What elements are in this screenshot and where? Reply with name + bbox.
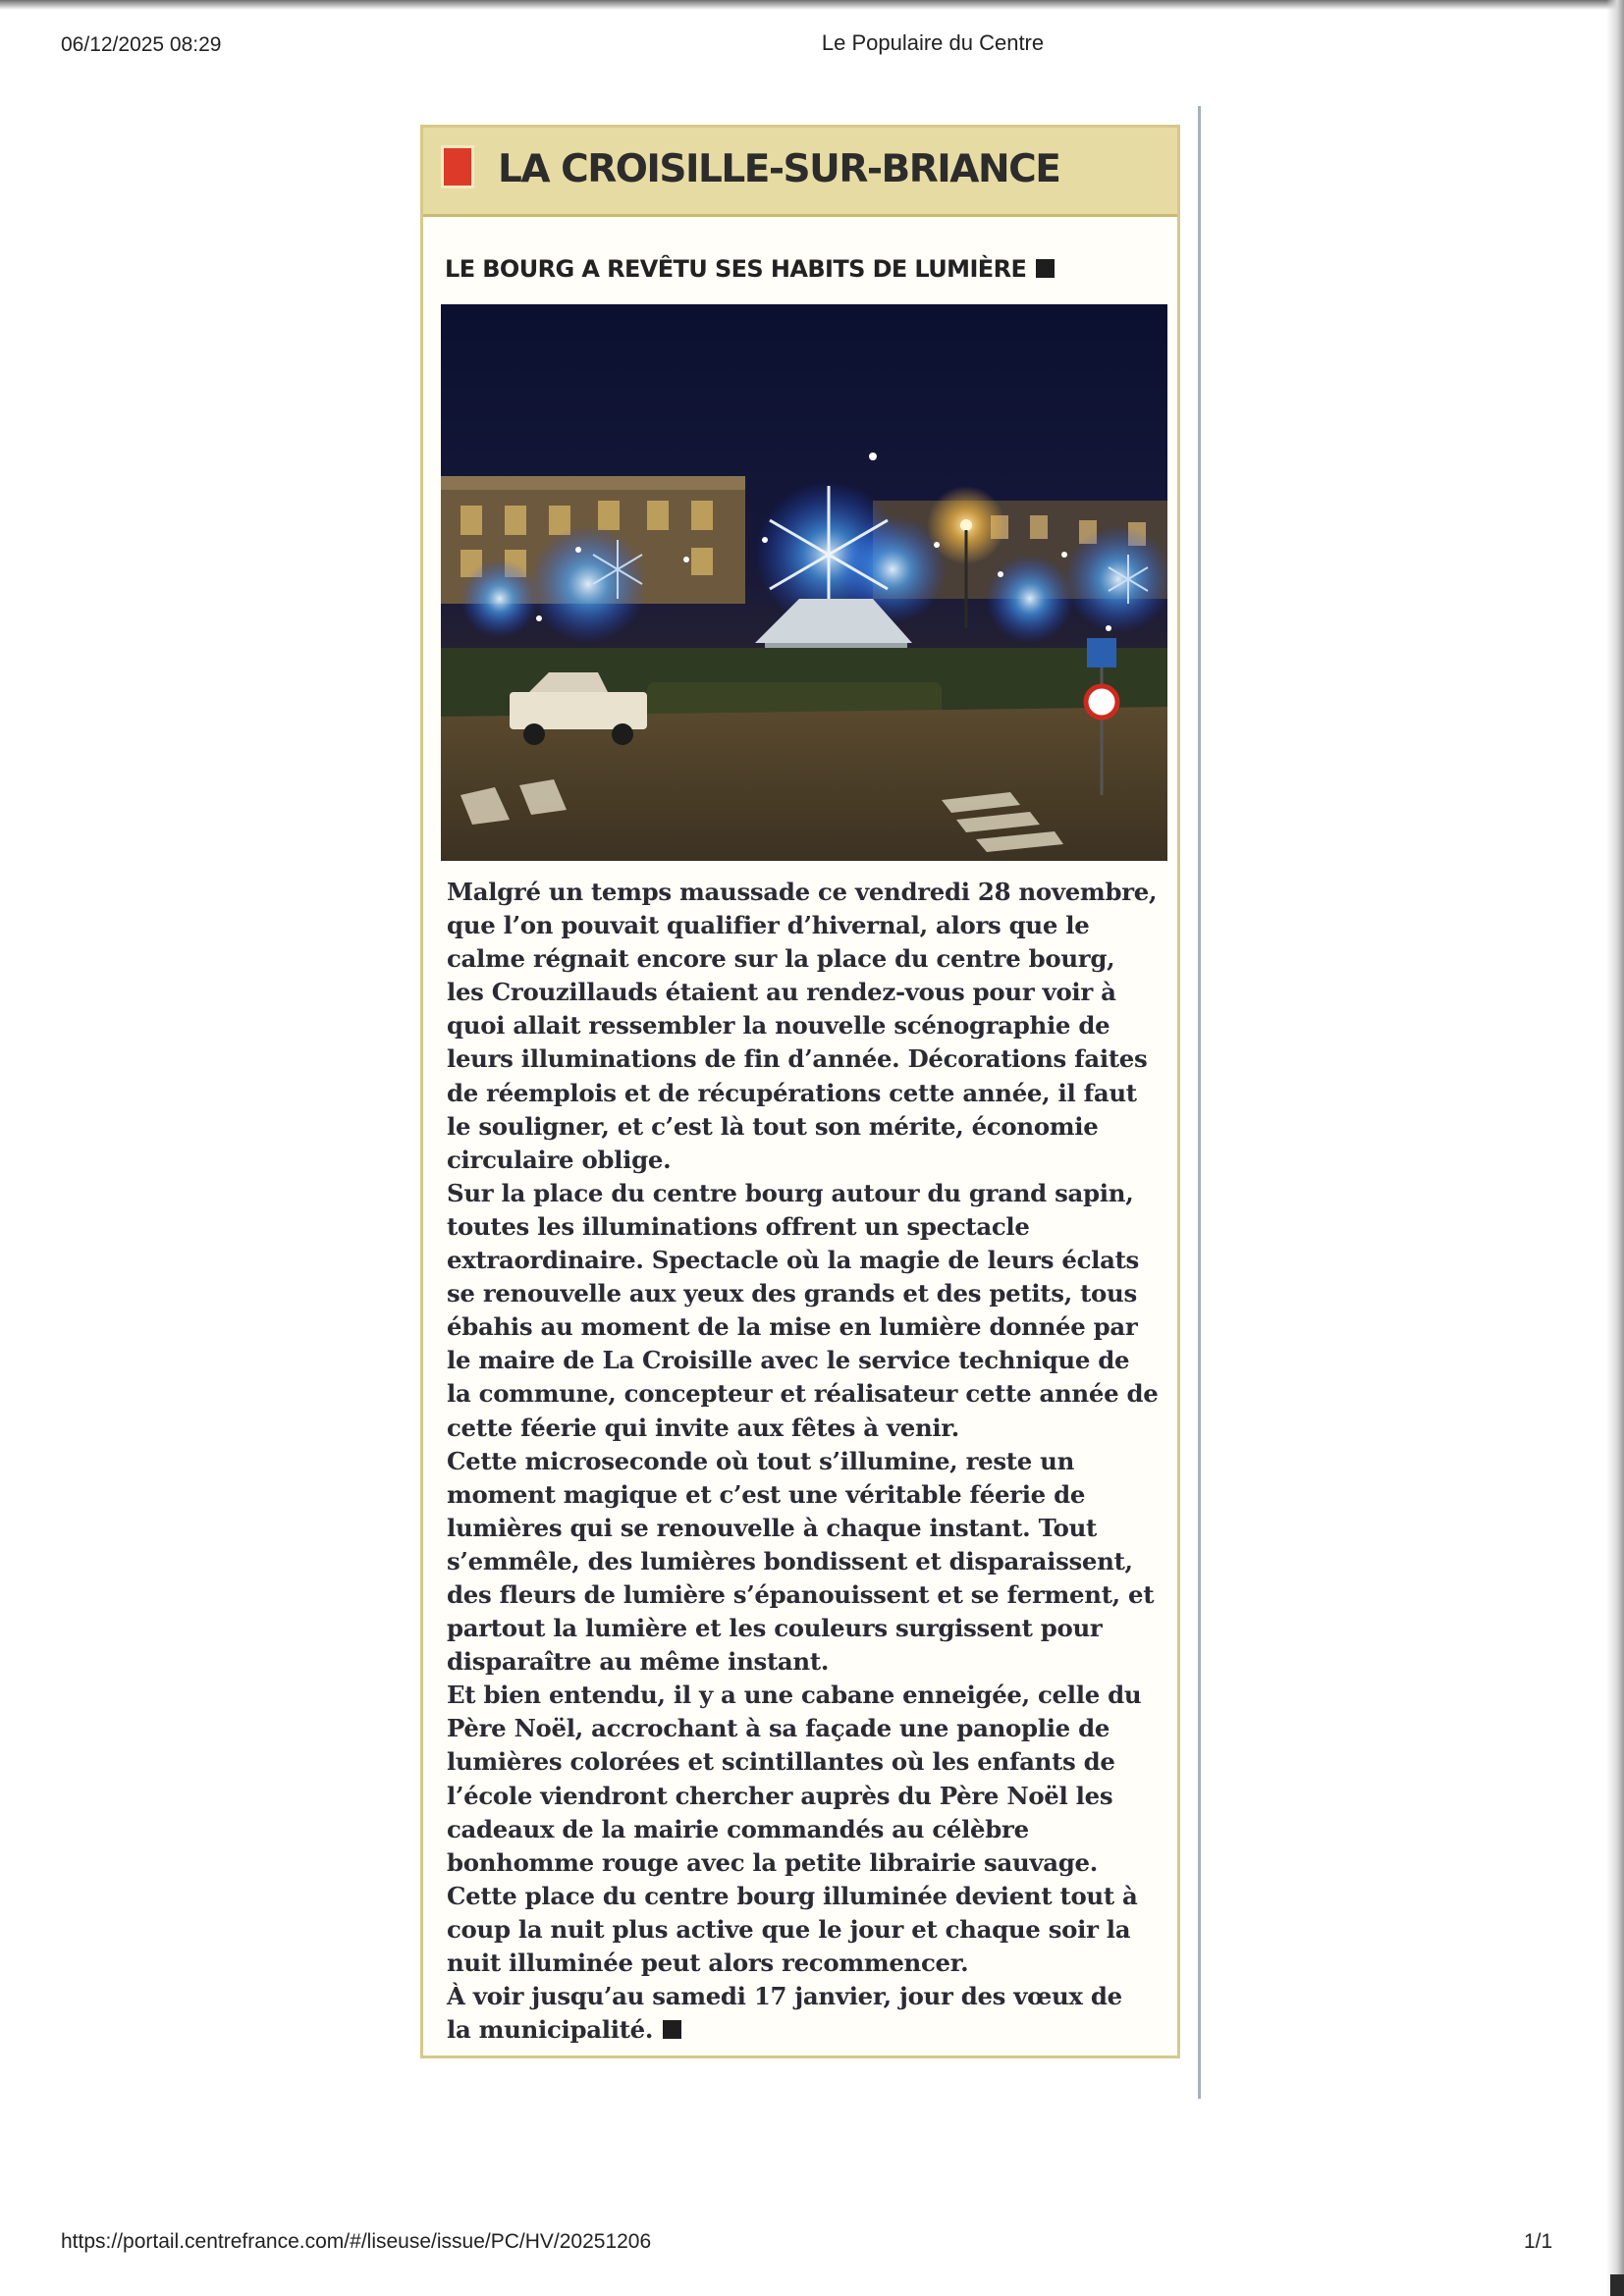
body-line: Et bien entendu, il y a une cabane enneigée, celle du — [447, 1681, 1142, 1710]
body-line: de réemplois et de récupérations cette année, il faut — [447, 1078, 1137, 1107]
body-line: cette féerie qui invite aux fêtes à venir. — [447, 1413, 959, 1442]
body-line: se renouvelle aux yeux des grands et des petits, tous — [447, 1279, 1137, 1308]
body-line: Père Noël, accrochant à sa façade une panoplie de — [447, 1714, 1110, 1743]
body-line: extraordinaire. Spectacle où la magie de leurs éclats — [447, 1246, 1139, 1275]
body-line: que l’on pouvait qualifier d’hivernal, alors que le — [447, 911, 1090, 940]
body-line: leurs illuminations de fin d’année. Décorations faites — [447, 1044, 1148, 1074]
body-line: Sur la place du centre bourg autour du grand sapin, — [447, 1178, 1134, 1207]
body-line: cadeaux de la mairie commandés au célèbre — [447, 1814, 1029, 1843]
body-line: Malgré un temps maussade ce vendredi 28 novembre, — [447, 878, 1158, 906]
print-publication: Le Populaire du Centre — [821, 30, 1045, 55]
night-square-photo — [441, 304, 1167, 861]
body-line-last-text: la municipalité. — [447, 2015, 654, 2045]
article-photo — [441, 304, 1167, 861]
article-end-square — [663, 2020, 681, 2039]
red-square-marker — [441, 145, 474, 188]
body-line: À voir jusqu’au samedi 17 janvier, jour des vœux de — [447, 1982, 1122, 2011]
headline-end-square — [1036, 259, 1055, 278]
body-line: bonhomme rouge avec la petite librairie sauvage. — [447, 1847, 1098, 1877]
body-line: l’école viendront chercher auprès du Père Noël les — [447, 1781, 1113, 1810]
body-line: disparaître au même instant. — [447, 1647, 830, 1677]
body-line: lumières qui se renouvelle à chaque instant. Tout — [447, 1513, 1097, 1542]
body-line: les Crouzillauds étaient au rendez-vous pour voir à — [447, 978, 1116, 1007]
body-line: Cette place du centre bourg illuminée devient tout à — [447, 1881, 1138, 1910]
body-line: des fleurs de lumière s’épanouissent et se ferment, et — [447, 1579, 1155, 1609]
body-line: nuit illuminée peut alors recommencer. — [447, 1949, 969, 1977]
article-clipping — [420, 125, 1180, 2058]
town-title: LA CROISILLE-SUR-BRIANCE — [498, 147, 1060, 191]
print-page-count: 1/1 — [1524, 2230, 1553, 2253]
body-line: s’emmêle, des lumières bondissent et disparaissent, — [447, 1546, 1133, 1575]
body-line: Cette microseconde où tout s’illumine, reste un — [447, 1446, 1075, 1475]
body-line: le maire de La Croisille avec le service technique de — [447, 1346, 1130, 1375]
body-line: moment magique et c’est une véritable féerie de — [447, 1479, 1086, 1509]
scan-shadow-top — [0, 0, 1624, 10]
column-rule — [1198, 106, 1201, 2099]
body-line: quoi allait ressembler la nouvelle scénographie de — [447, 1011, 1110, 1041]
body-line: ébahis au moment de la mise en lumière donnée par — [447, 1312, 1138, 1342]
scan-shadow-right — [1606, 0, 1624, 2296]
article-headline — [445, 255, 1055, 283]
headline-text: LE BOURG A REVÊTU SES HABITS DE LUMIÈRE — [445, 255, 1027, 283]
print-datetime: 06/12/2025 08:29 — [61, 33, 222, 56]
body-line: calme régnait encore sur la place du centre bourg, — [447, 944, 1115, 974]
body-line: partout la lumière et les couleurs surgissent pour — [447, 1614, 1103, 1643]
body-line: coup la nuit plus active que le jour et chaque soir la — [447, 1914, 1131, 1944]
body-line: toutes les illuminations offrent un spectacle — [447, 1211, 1030, 1241]
town-band — [423, 128, 1177, 217]
body-line: lumières colorées et scintillantes où les enfants de — [447, 1747, 1115, 1777]
print-url: https://portail.centrefrance.com/#/liseuse/issue/PC/HV/20251206 — [61, 2230, 652, 2253]
body-line: le souligner, et c’est là tout son mérite, économie — [447, 1111, 1099, 1141]
body-line: la commune, concepteur et réalisateur cette année de — [447, 1379, 1159, 1409]
body-line: circulaire oblige. — [447, 1145, 672, 1174]
article-body — [447, 876, 1173, 2047]
body-line-last — [447, 2013, 1173, 2047]
print-publication-wrap — [0, 30, 1624, 56]
scan-corner — [1610, 2274, 1624, 2296]
